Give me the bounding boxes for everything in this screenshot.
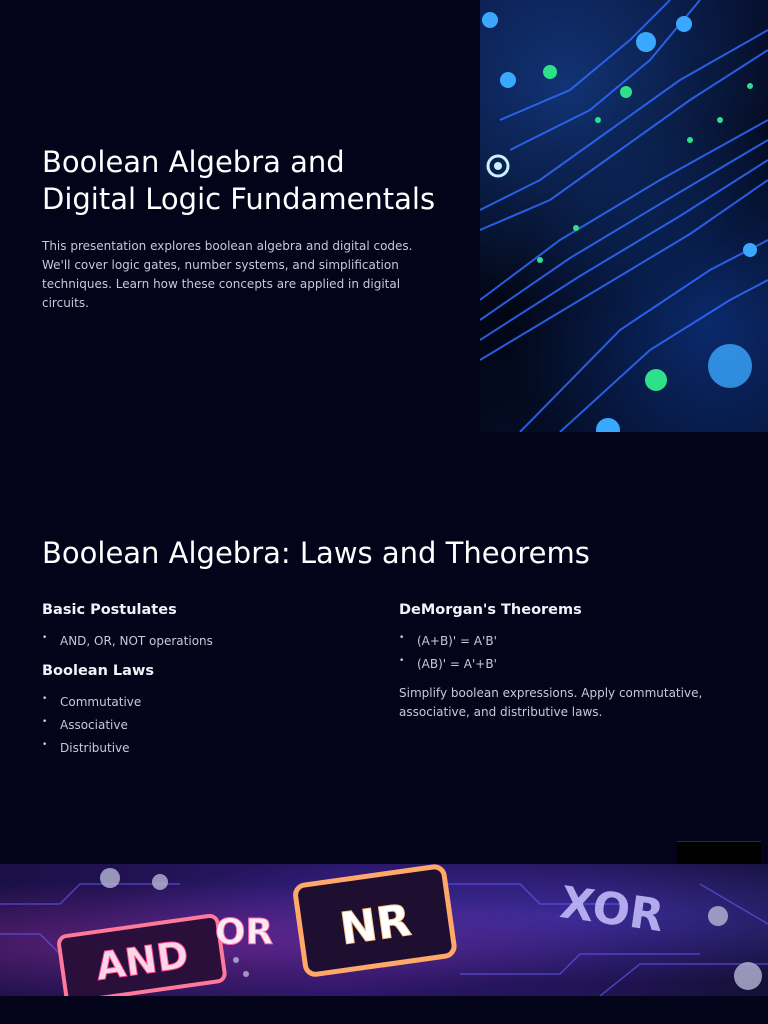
and-chip — [58, 915, 226, 996]
laws-heading: Boolean Laws — [42, 663, 154, 679]
laws-slide — [0, 432, 768, 864]
logic-gates-banner-image — [0, 864, 768, 996]
page-footer-strip — [0, 996, 768, 1024]
postulates-list — [42, 630, 372, 653]
chip-label-and: AND — [93, 932, 192, 989]
demorgan-heading: DeMorgan's Theorems — [399, 602, 582, 618]
slide-title: Boolean Algebra and Digital Logic Fundamentals — [42, 145, 436, 216]
title-slide — [0, 0, 768, 432]
laws-list — [42, 691, 372, 760]
right-column — [399, 600, 729, 722]
chip-label-or: OR — [214, 912, 274, 953]
list-item: • Associative — [42, 714, 372, 737]
chip-label-xor: XOR — [557, 877, 667, 943]
circuit-board-illustration — [480, 0, 768, 432]
simplify-paragraph: Simplify boolean expressions. Apply commutative, associative, and distributive laws. — [399, 686, 703, 719]
list-item: • AND, OR, NOT operations — [42, 630, 372, 653]
demorgan-list — [399, 630, 729, 676]
list-item: • Commutative — [42, 691, 372, 714]
slide-description: This presentation explores boolean algebra and digital codes. We'll cover logic gates, number systems, and simplification techniques. Learn how these concepts are applied in digital circuits. — [42, 239, 413, 310]
postulates-heading: Basic Postulates — [42, 602, 177, 618]
chip-label-nr: NR — [336, 894, 415, 956]
slide-title: Boolean Algebra: Laws and Theorems — [42, 536, 590, 570]
list-item: • (A+B)' = A'B' — [399, 630, 729, 653]
nr-chip — [294, 866, 455, 976]
left-column — [42, 600, 372, 768]
logic-chips-illustration — [0, 864, 768, 996]
slide-control-bar — [677, 841, 761, 864]
list-item: • (AB)' = A'+B' — [399, 653, 729, 676]
circuit-board-image — [480, 0, 768, 432]
list-item: • Distributive — [42, 737, 372, 760]
